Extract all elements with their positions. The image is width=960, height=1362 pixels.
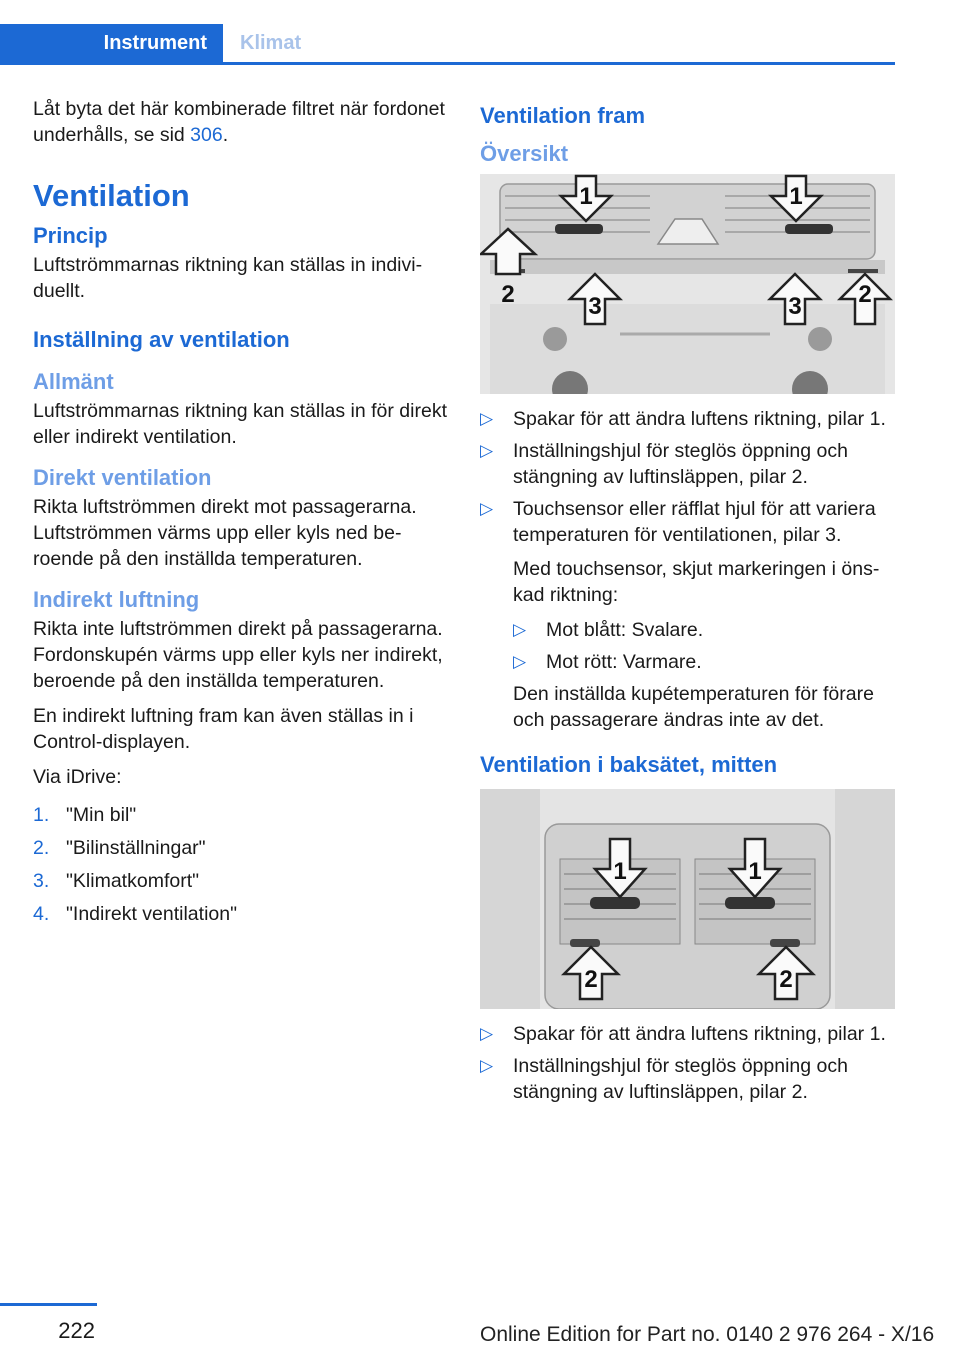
triangle-right-icon: ▷ bbox=[480, 499, 494, 518]
heading-fram: Ventilation fram bbox=[480, 103, 646, 128]
sub-list bbox=[513, 617, 895, 675]
callout-label: 2 bbox=[584, 966, 598, 993]
list-item: ▷ Spakar för att ändra luftens riktning, pilar 1. bbox=[480, 1023, 886, 1045]
tab-klimat[interactable]: Klimat bbox=[240, 32, 302, 54]
list-item: 4. "Indirekt ventilation" bbox=[33, 903, 238, 925]
heading-baksatet: Ventilation i baksätet, mitten bbox=[480, 752, 778, 777]
heading-princip: Princip bbox=[33, 223, 108, 248]
rear-vents-image bbox=[480, 789, 895, 1009]
heading-oversikt: Översikt bbox=[480, 141, 569, 166]
temp-note: Den inställda kupétemperaturen för förare och passagerare ändras inte av det. bbox=[513, 683, 874, 731]
triangle-right-icon: ▷ bbox=[480, 1024, 494, 1043]
callout-label: 1 bbox=[613, 858, 627, 885]
intro-paragraph: Låt byta det här kombinerade filtret när fordonet underhålls, se sid 306. bbox=[33, 98, 445, 146]
paragraph-via: Via iDrive: bbox=[33, 766, 122, 788]
callout-label: 2 bbox=[779, 966, 793, 993]
list-item: ▷ Inställningshjul för steglös öppning och stängning av luftinsläppen, pilar 2. bbox=[480, 440, 848, 488]
heading-indirekt: Indirekt luftning bbox=[33, 587, 200, 612]
triangle-right-icon: ▷ bbox=[480, 441, 494, 460]
triangle-right-icon: ▷ bbox=[513, 652, 527, 671]
callout-label: 1 bbox=[748, 858, 762, 885]
list-item: ▷ Mot rött: Varmare. bbox=[513, 651, 702, 673]
touch-note: Med touchsensor, skjut markeringen i önskad riktning: bbox=[513, 558, 880, 606]
right-column bbox=[480, 96, 895, 1111]
list-item: 1. "Min bil" bbox=[33, 804, 137, 826]
list-item: 3. "Klimatkomfort" bbox=[33, 870, 200, 892]
tab-instrument[interactable]: Instrument bbox=[0, 24, 223, 62]
paragraph-princip: Luftströmmarnas riktning kan ställas in individuellt. bbox=[33, 254, 423, 302]
front-vent-list bbox=[480, 406, 895, 733]
heading-direkt: Direkt ventilation bbox=[33, 465, 212, 490]
callout-label: 2 bbox=[501, 281, 515, 308]
idrive-steps bbox=[33, 802, 447, 927]
paragraph-allmant: Luftströmmarnas riktning kan ställas in för direkt eller indirekt ventilation. bbox=[33, 400, 447, 448]
list-item: 2. "Bilinställningar" bbox=[33, 837, 206, 859]
heading-ventilation: Ventilation bbox=[33, 178, 190, 213]
list-item: ▷ Mot blått: Svalare. bbox=[513, 619, 704, 641]
rear-vent-list bbox=[480, 1021, 895, 1105]
paragraph-direkt: Rikta luftströmmen direkt mot passagerarna. Luftströmmen värms upp eller kyls ned beroende på den inställda temperaturen. bbox=[33, 496, 417, 570]
paragraph-control: En indirekt luftning fram kan även ställas in i Control-displayen. bbox=[33, 705, 414, 753]
list-item: ▷ Touchsensor eller räfflat hjul för att variera temperaturen för ventilationen, pilar 3. Med touchsensor, skjut markeringen i önskad riktning: ▷ Mot blått: Svalare. ▷ Mot rött: Varmare. Den inställda kupétemperaturen för förare och passagerare ändras inte av det. bbox=[480, 496, 895, 733]
page-link[interactable]: 306 bbox=[190, 124, 223, 146]
page-number: 222 bbox=[0, 1303, 97, 1344]
callout-label: 3 bbox=[588, 293, 602, 320]
heading-installning: Inställning av ventilation bbox=[33, 327, 290, 352]
triangle-right-icon: ▷ bbox=[480, 1056, 494, 1075]
callout-label: 2 bbox=[858, 281, 872, 308]
callout-label: 1 bbox=[579, 183, 593, 210]
list-item: ▷ Inställningshjul för steglös öppning och stängning av luftinsläppen, pilar 2. bbox=[480, 1055, 848, 1103]
callout-label: 1 bbox=[789, 183, 803, 210]
list-item: ▷ Spakar för att ändra luftens riktning, pilar 1. bbox=[480, 408, 886, 430]
paragraph-indirekt: Rikta inte luftströmmen direkt på passagerarna. Fordonskupén värms upp eller kyls ner indirekt, beroende på den inställda temperaturen. bbox=[33, 618, 443, 692]
left-column bbox=[33, 96, 447, 934]
footer-edition: Online Edition for Part no. 0140 2 976 264 - X/16 bbox=[480, 1323, 935, 1346]
heading-allmant: Allmänt bbox=[33, 369, 114, 394]
triangle-right-icon: ▷ bbox=[480, 409, 494, 428]
callout-label: 3 bbox=[788, 293, 802, 320]
front-vents-image bbox=[480, 174, 895, 394]
triangle-right-icon: ▷ bbox=[513, 620, 527, 639]
